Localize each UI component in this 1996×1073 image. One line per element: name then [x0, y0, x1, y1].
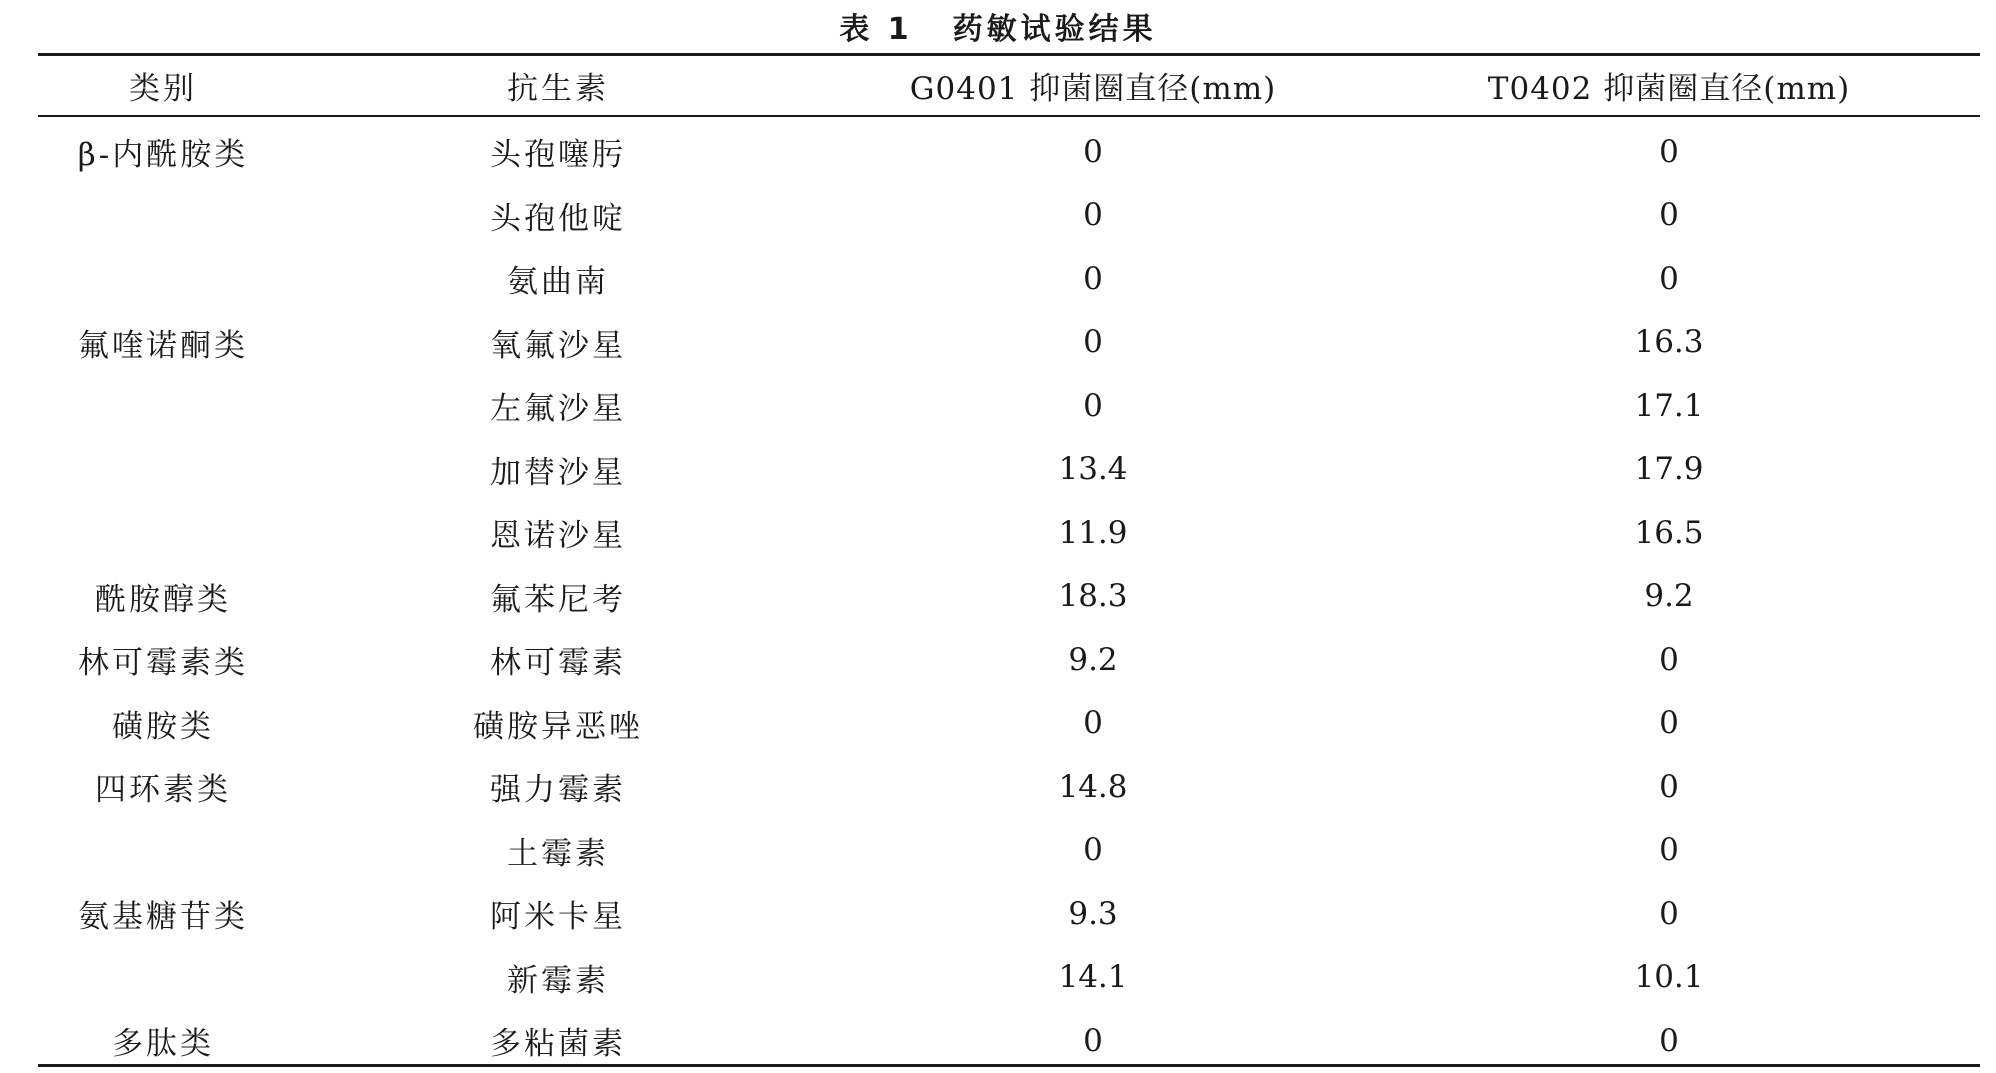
cell-g0401-value: 0: [1083, 324, 1103, 361]
table-header: [38, 56, 1980, 115]
cell-category: [38, 374, 288, 438]
cell-category: 酰胺醇类: [95, 581, 231, 618]
cell-g0401-value: 18.3: [1058, 578, 1128, 615]
header-row: [38, 56, 1980, 115]
cell-antibiotic: 阿米卡星: [490, 899, 626, 936]
cell-category: [38, 946, 288, 1010]
table-row: [38, 1009, 1980, 1073]
cell-category: [38, 501, 288, 565]
cell-category: β-内酰胺类: [77, 137, 249, 174]
cell-antibiotic: 多粘菌素: [490, 1026, 626, 1063]
table-row: [38, 946, 1980, 1010]
table-number: 表 1: [839, 12, 913, 47]
cell-antibiotic: 恩诺沙星: [490, 518, 626, 555]
table-row: [38, 882, 1980, 946]
cell-category: 四环素类: [95, 772, 231, 809]
cell-antibiotic: 磺胺异恶唑: [473, 708, 643, 745]
header-g0401-diameter: G0401 抑菌圈直径(mm): [909, 71, 1277, 107]
cell-antibiotic: 强力霉素: [490, 772, 626, 809]
table-row: [38, 120, 1980, 184]
cell-t0402-value: 16.3: [1634, 324, 1704, 361]
cell-t0402-value: 0: [1659, 260, 1679, 297]
cell-t0402-value: 0: [1659, 641, 1679, 678]
cell-g0401-value: 13.4: [1058, 451, 1128, 488]
table-row: [38, 311, 1980, 375]
cell-category: 磺胺类: [112, 708, 214, 745]
cell-g0401-value: 14.8: [1058, 768, 1128, 805]
cell-antibiotic: 氟苯尼考: [490, 581, 626, 618]
table-caption: [0, 0, 1996, 52]
cell-t0402-value: 0: [1659, 895, 1679, 932]
cell-antibiotic: 氧氟沙星: [490, 327, 626, 364]
cell-antibiotic: 加替沙星: [490, 454, 626, 491]
cell-t0402-value: 16.5: [1634, 514, 1704, 551]
cell-t0402-value: 10.1: [1634, 959, 1704, 996]
cell-category: [38, 184, 288, 248]
header-antibiotic: 抗生素: [507, 71, 609, 107]
cell-g0401-value: 0: [1083, 1022, 1103, 1059]
cell-t0402-value: 17.9: [1634, 451, 1704, 488]
cell-category: 氟喹诺酮类: [78, 327, 248, 364]
table-row: [38, 628, 1980, 692]
cell-antibiotic: 土霉素: [507, 835, 609, 872]
table-row: [38, 819, 1980, 883]
cell-t0402-value: 0: [1659, 768, 1679, 805]
cell-g0401-value: 0: [1083, 387, 1103, 424]
cell-category: 多肽类: [112, 1026, 214, 1063]
header-category: 类别: [129, 71, 197, 107]
cell-category: 氨基糖苷类: [78, 899, 248, 936]
cell-t0402-value: 9.2: [1644, 578, 1694, 615]
cell-t0402-value: 0: [1659, 133, 1679, 170]
table-row: [38, 755, 1980, 819]
table-row: [38, 692, 1980, 756]
cell-g0401-value: 0: [1083, 260, 1103, 297]
cell-antibiotic: 头孢他啶: [490, 200, 626, 237]
cell-antibiotic: 林可霉素: [490, 645, 626, 682]
cell-t0402-value: 0: [1659, 197, 1679, 234]
table-row: [38, 438, 1980, 502]
cell-g0401-value: 9.2: [1068, 641, 1118, 678]
cell-antibiotic: 新霉素: [507, 962, 609, 999]
cell-category: [38, 247, 288, 311]
table-row: [38, 184, 1980, 248]
cell-category: [38, 819, 288, 883]
cell-category: [38, 438, 288, 502]
table-row: [38, 374, 1980, 438]
table-row: [38, 565, 1980, 629]
header-rule: [38, 115, 1980, 117]
cell-g0401-value: 0: [1083, 133, 1103, 170]
cell-g0401-value: 11.9: [1058, 514, 1128, 551]
header-t0402-diameter: T0402 抑菌圈直径(mm): [1487, 71, 1851, 107]
cell-t0402-value: 17.1: [1634, 387, 1704, 424]
cell-t0402-value: 0: [1659, 832, 1679, 869]
table-body: [38, 120, 1980, 1073]
cell-antibiotic: 氨曲南: [507, 264, 609, 301]
cell-g0401-value: 0: [1083, 705, 1103, 742]
cell-antibiotic: 左氟沙星: [490, 391, 626, 428]
table-row: [38, 501, 1980, 565]
cell-category: 林可霉素类: [78, 645, 248, 682]
bottom-rule: [38, 1064, 1980, 1067]
cell-antibiotic: 头孢噻肟: [490, 137, 626, 174]
cell-g0401-value: 0: [1083, 197, 1103, 234]
cell-t0402-value: 0: [1659, 705, 1679, 742]
cell-t0402-value: 0: [1659, 1022, 1679, 1059]
cell-g0401-value: 0: [1083, 832, 1103, 869]
table-title: 药敏试验结果: [952, 12, 1157, 47]
cell-g0401-value: 9.3: [1068, 895, 1118, 932]
cell-g0401-value: 14.1: [1058, 959, 1128, 996]
table-row: [38, 247, 1980, 311]
